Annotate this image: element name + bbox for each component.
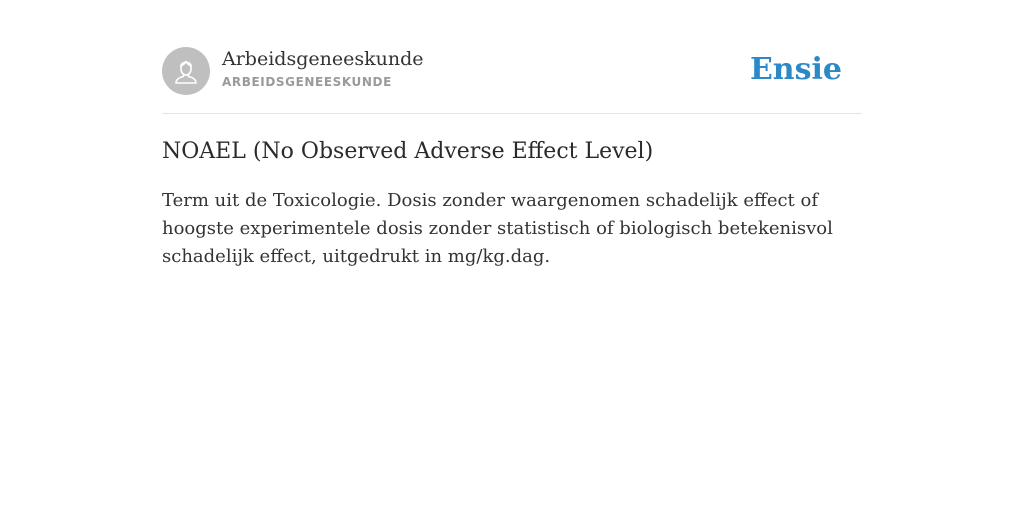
- entry-header: [162, 47, 862, 114]
- author-name[interactable]: Arbeidsgeneeskunde: [222, 48, 424, 70]
- avatar[interactable]: [162, 47, 210, 95]
- author-info: [222, 47, 423, 93]
- entry-title: NOAEL (No Observed Adverse Effect Level): [162, 139, 654, 164]
- entry-card: [162, 47, 862, 271]
- entry-definition: Term uit de Toxicologie. Dosis zonder waargenomen schadelijk effect of hoogste experimentele dosis zonder statistisch of biologisch betekenisvol schadelijk effect, uitgedrukt in mg/kg.dag.: [162, 190, 833, 267]
- brand-logo[interactable]: Ensie: [749, 52, 842, 87]
- user-icon: [171, 56, 201, 86]
- author-category: ARBEIDSGENEESKUNDE: [222, 75, 392, 89]
